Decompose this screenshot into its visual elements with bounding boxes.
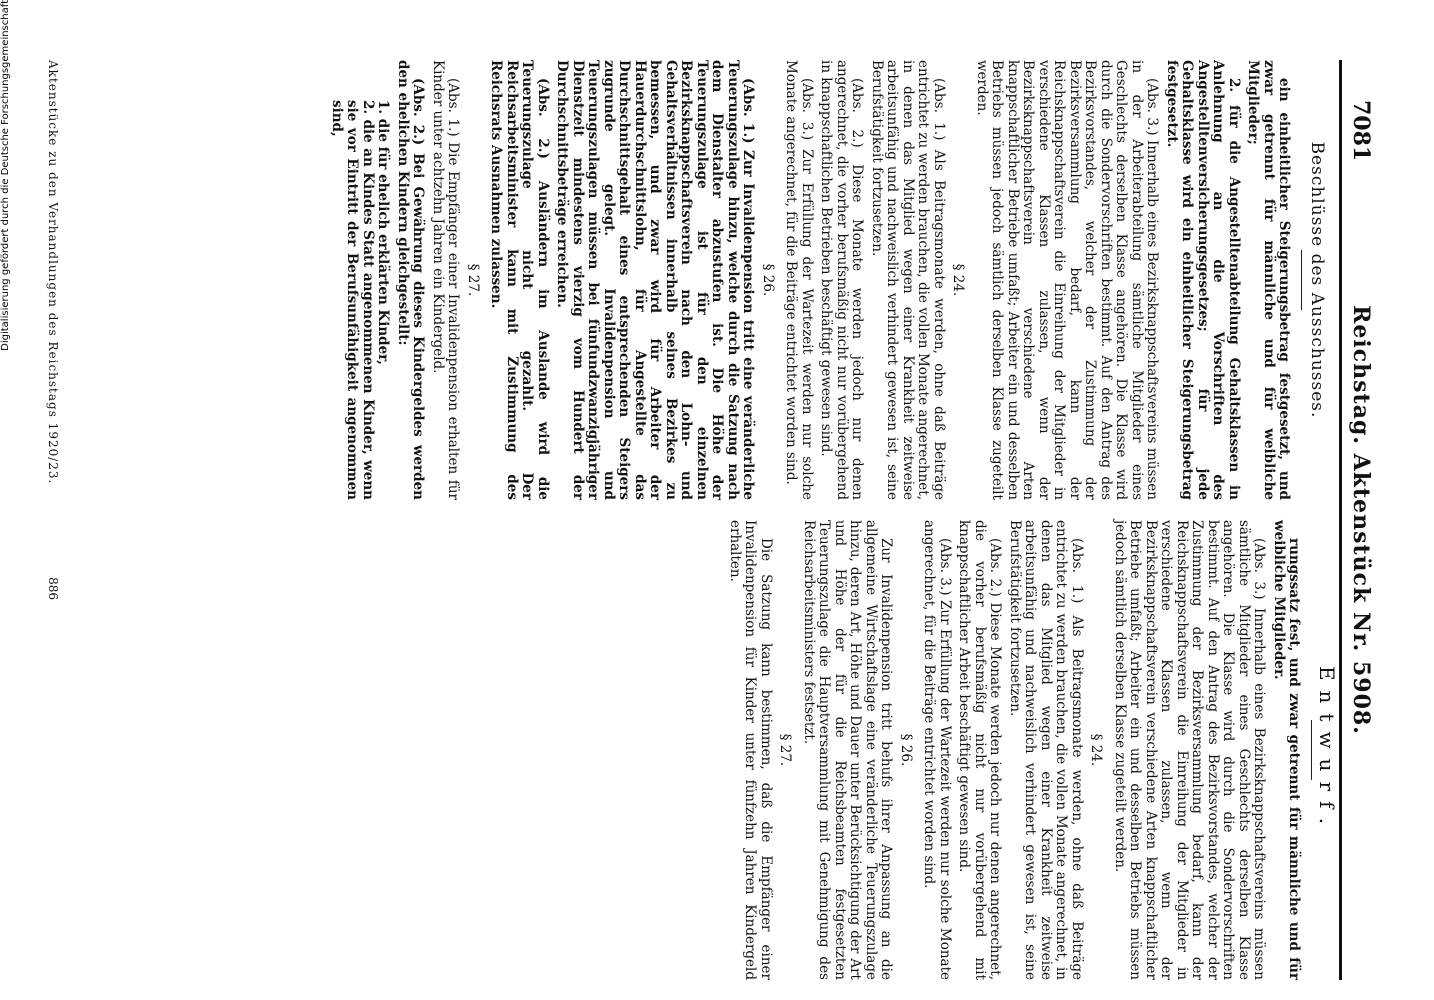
paragraph: ein einheitlicher Steigerungsbetrag festgesetzt, und zwar getrennt für männliche und für weibliche Mitglieder; bbox=[1245, 60, 1293, 500]
paragraph: Zur Invalidenpension tritt behufs ihrer Anpassung an die allgemeine Wirtschaftslage eine veränderliche Teuerungszulage hinzu, deren Art, Höhe und Dauer unter Berücksichtigung der Art und Höhe der für die Reichsbeamten festgesetzten Teuerungszulage die Hauptversammlung mit Genehmigung des Reichsarbeitsministers festsetzt. bbox=[801, 520, 895, 980]
paragraph: (Abs. 3.) Innerhalb eines Bezirksknappschaftsvereins müssen in der Arbeiterabteilung sämtliche Mitglieder eines Geschlechts derselben Klasse angehören. Die Klasse wird durch die Sondervorschriften bestimmt. Auf den Antrag des Bezirksvorstandes, welcher der Zustimmung der Bezirksversammlung bedarf, kann der Reichsknappschaftsverein die Einreihung der Mitglieder in verschiedene Klassen zulassen, wenn der Bezirksknappschaftsverein verschiedene Arten knappschaftlicher Betriebe umfaßt; Arbeiter ein und desselben Betriebs müssen jedoch sämtlich derselben Klasse zugeteilt werden. bbox=[974, 60, 1161, 500]
digitization-credit bbox=[0, 0, 22, 1000]
paragraph: (Abs. 2.) Bei Gewährung dieses Kindergeldes werden den ehelichen Kindern gleichgestellt: bbox=[395, 60, 427, 500]
header-rule bbox=[1339, 60, 1342, 980]
paragraph: (Abs. 2.) Diese Monate werden jedoch nur denen angerechnet, die vorher berufsmäßig nicht nur vorübergehend mit knappschaftlicher Arbeit beschäftigt gewesen sind. bbox=[956, 520, 1004, 980]
column-committee-resolutions bbox=[329, 60, 1325, 500]
list-item: 2. für die Angestelltenabteilung Gehaltsklassen in Anlehnung an die Vorschriften des Angestelltenversicherungsgesetzes; für jede Gehaltsklasse wird ein einheitlicher Steigerungsbetrag festgesetzt. bbox=[1164, 60, 1242, 500]
paragraph: (Abs. 1.) Als Beitragsmonate werden, ohne daß Beiträge entrichtet zu werden brauchen, die vollen Monate angerechnet, in denen das Mitglied wegen einer Krankheit zeitweise arbeitsunfähig und nachweislich verhindert gewesen ist, seine Berufstätigkeit fortzusetzen. bbox=[869, 60, 947, 500]
divider bbox=[1302, 250, 1303, 310]
section-heading: § 27. bbox=[465, 263, 481, 297]
document-title: Reichstag. Aktenstück Nr. 5908. bbox=[1348, 305, 1374, 735]
list-item: 1. die für ehelich erklärten Kinder, bbox=[375, 100, 392, 365]
paragraph: (Abs. 3.) Zur Erfüllung der Wartezeit werden nur solche Monate angerechnet, für die Beiträge entrichtet worden sind. bbox=[921, 520, 953, 980]
footer-page-number: 886 bbox=[46, 577, 60, 600]
section-heading: § 27. bbox=[777, 733, 794, 767]
section-heading: § 26. bbox=[760, 263, 776, 297]
paragraph: (Abs. 3.) Innerhalb eines Bezirksknappschaftsvereins müssen sämtliche Mitglieder eines Geschlechts derselben Klasse angehören. Die Klasse wird durch die Sondervorschriften bestimmt. Auf den Antrag des Bezirksvorstandes, welcher der Zustimmung der Bezirksversammlung bedarf, kann der Reichsknappschaftsverein die Einreihung der Mitglieder in verschiedene Klassen zulassen, wenn der Bezirksknappschaftsverein verschiedene Arten knappschaftlicher Betriebe umfaßt; Arbeiter ein und desselben Betriebs müssen jedoch sämtlich derselben Klasse zugeteilt werden. bbox=[1112, 520, 1268, 980]
paragraph: (Abs. 1.) Zur Invalidenpension tritt eine veränderliche Teuerungszulage hinzu, welche durch die Satzung nach dem Dienstalter abzustufen ist. Die Höhe der Teuerungszulage ist für den einzelnen Bezirksknappschaftsverein nach den Lohn- und Gehaltsverhältnissen innerhalb seines Bezirkes zu bemessen, und zwar wird für Arbeiter der Hauerdurchschnittslohn, für Angestellte das Durchschnittsgehalt eines entsprechenden Steigers zugrunde gelegt. Invalidenpension und Teuerungszulagen müssen bei fünfundzwanzigjähriger Dienstzeit mindestens vierzig vom Hundert der Durchschnittsbeträge erreichen. bbox=[554, 60, 757, 500]
paragraph: (Abs. 1.) Die Empfänger einer Invalidenpension erhalten für Kinder unter achtzehn Jahren ein Kindergeld. bbox=[430, 60, 462, 500]
section-heading: § 24. bbox=[1088, 733, 1105, 767]
column-draft bbox=[723, 520, 1339, 980]
column-title: Beschlüsse des Ausschusses. bbox=[1307, 141, 1327, 419]
footer-source: Aktenstücke zu den Verhandlungen des Reichstags 1920/23. bbox=[46, 60, 60, 485]
section-heading: § 24. bbox=[950, 263, 967, 297]
page-header bbox=[1344, 60, 1374, 980]
section-heading: § 26. bbox=[898, 733, 914, 767]
page-number: 7081 bbox=[1348, 100, 1374, 162]
paragraph: (Abs. 3.) Zur Erfüllung der Wartezeit werden nur solche Monate angerechnet, für die Beiträge entrichtet worden sind. bbox=[783, 60, 815, 500]
list-item: 2. die an Kindes Statt angenommenen Kinder, wenn sie vor Eintritt der Berufsunfähigkeit angenommen sind, bbox=[329, 100, 376, 500]
paragraph: (Abs. 2.) Diese Monate werden jedoch nur denen angerechnet, die vorher berufsmäßig nicht nur vorübergehend in knappschaftlichen Betrieben beschäftigt gewesen sind. bbox=[818, 60, 866, 500]
paragraph: rungssatz fest, und zwar getrennt für männliche und für weibliche Mitglieder. bbox=[1271, 520, 1303, 980]
divider bbox=[1312, 720, 1313, 780]
paragraph: (Abs. 1.) Als Beitragsmonate werden, ohne daß Beiträge entrichtet zu werden brauchen, die vollen Monate angerechnet, in denen das Mitglied wegen einer Krankheit zeitweise arbeitsunfähig und nachweislich verhindert gewesen ist, seine Berufstätigkeit fortzusetzen. bbox=[1007, 520, 1085, 980]
paragraph: (Abs. 2.) Ausländern im Auslande wird die Teuerungszulage nicht gezahlt. Der Reichsarbeitsminister kann mit Zustimmung des Reichsrats Ausnahmen zulassen. bbox=[488, 60, 551, 500]
column-title: Entwurf. bbox=[1315, 665, 1339, 835]
credit-text: Digitalisierung gefördert durch die Deutsche Forschungsgemeinschaft bbox=[0, 0, 11, 351]
paragraph: Die Satzung kann bestimmen, daß die Empfänger einer Invalidenpension für Kinder unter fünfzehn Jahren Kindergeld erhalten. bbox=[727, 520, 774, 980]
